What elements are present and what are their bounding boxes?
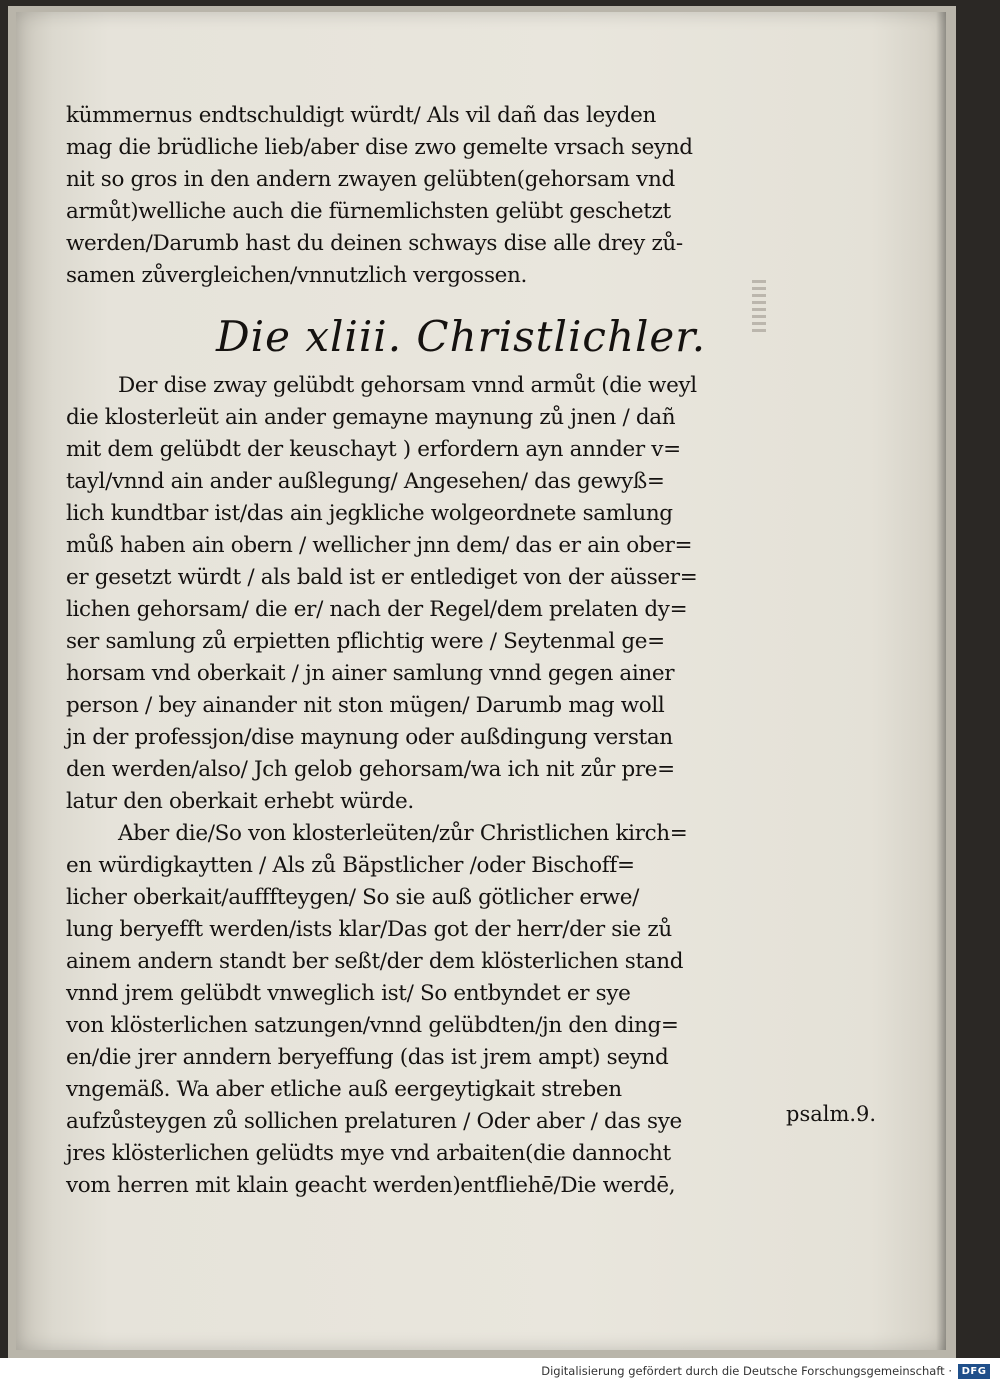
text-line: en/die jrer anndern beryeffung (das ist jrem ampt) seynd	[66, 1045, 669, 1070]
text-line: von klösterlichen satzungen/vnnd gelübdten/jn den ding=	[66, 1013, 679, 1038]
chapter-heading: Die xliii. Christlichler.	[216, 312, 707, 361]
text-line: vom herren mit klain geacht werden)entfliehē/Die werdē,	[66, 1173, 676, 1198]
text-line: samen zůvergleichen/vnnutzlich vergossen.	[66, 263, 528, 288]
funding-credit: Digitalisierung gefördert durch die Deutsche Forschungsgemeinschaft ·	[541, 1364, 952, 1378]
print-blemish	[752, 280, 766, 336]
text-line: jn der professjon/dise maynung oder außdingung verstan	[66, 725, 673, 750]
dfg-logo-icon: DFG	[958, 1364, 990, 1379]
main-paragraphs	[66, 370, 796, 1202]
text-line: licher oberkait/aufffteygen/ So sie auß götlicher erwe/	[66, 885, 640, 910]
text-line: er gesetzt würdt / als bald ist er entlediget von der aüsser=	[66, 565, 698, 590]
text-line: person / bey ainander nit ston mügen/ Darumb mag woll	[66, 693, 665, 718]
text-line: lung beryefft werden/ists klar/Das got der herr/der sie zů	[66, 917, 672, 942]
text-line: lich kundtbar ist/das ain jegkliche wolgeordnete samlung	[66, 501, 673, 526]
text-line: die klosterleüt ain ander gemayne maynung zů jnen / dañ	[66, 405, 676, 430]
text-line: den werden/also/ Jch gelob gehorsam/wa ich nit zůr pre=	[66, 757, 675, 782]
text-line: nit so gros in den andern zwayen gelübten(gehorsam vnd	[66, 167, 675, 192]
text-line: vnnd jrem gelübdt vnweglich ist/ So entbyndet er sye	[66, 981, 631, 1006]
marginal-note: psalm.9.	[786, 1102, 877, 1126]
text-line: latur den oberkait erhebt würde.	[66, 789, 414, 814]
text-line: jres klösterlichen gelüdts mye vnd arbaiten(die dannocht	[66, 1141, 671, 1166]
text-line: můß haben ain obern / wellicher jnn dem/ das er ain ober=	[66, 533, 693, 558]
text-line: kümmernus endtschuldigt würdt/ Als vil dañ das leyden	[66, 103, 656, 128]
text-line: Der dise zway gelübdt gehorsam vnnd armůt (die weyl	[118, 373, 697, 398]
text-line: horsam vnd oberkait / jn ainer samlung vnnd gegen ainer	[66, 661, 675, 686]
text-line: tayl/vnnd ain ander außlegung/ Angesehen/ das gewyß=	[66, 469, 665, 494]
text-line: mag die brüdliche lieb/aber dise zwo gemelte vrsach seynd	[66, 135, 693, 160]
text-line: lichen gehorsam/ die er/ nach der Regel/dem prelaten dy=	[66, 597, 688, 622]
text-line: aufzůsteygen zů sollichen prelaturen / Oder aber / das sye	[66, 1109, 682, 1134]
text-line: ainem andern standt ber seßt/der dem klösterlichen stand	[66, 949, 684, 974]
text-line: vngemäß. Wa aber etliche auß eergeytigkait streben	[66, 1077, 622, 1102]
digitization-footer	[0, 1358, 1000, 1386]
text-line: Aber die/So von klosterleüten/zůr Christlichen kirch=	[118, 821, 688, 846]
book-page	[16, 12, 946, 1350]
text-line: werden/Darumb hast du deinen schways dise alle drey zů-	[66, 231, 683, 256]
opening-paragraph	[66, 100, 786, 292]
text-line: ser samlung zů erpietten pflichtig were / Seytenmal ge=	[66, 629, 665, 654]
text-line: mit dem gelübdt der keuschayt ) erfordern ayn annder v=	[66, 437, 681, 462]
text-line: armůt)welliche auch die fürnemlichsten gelübt geschetzt	[66, 199, 671, 224]
text-line: en würdigkaytten / Als zů Bäpstlicher /oder Bischoff=	[66, 853, 635, 878]
